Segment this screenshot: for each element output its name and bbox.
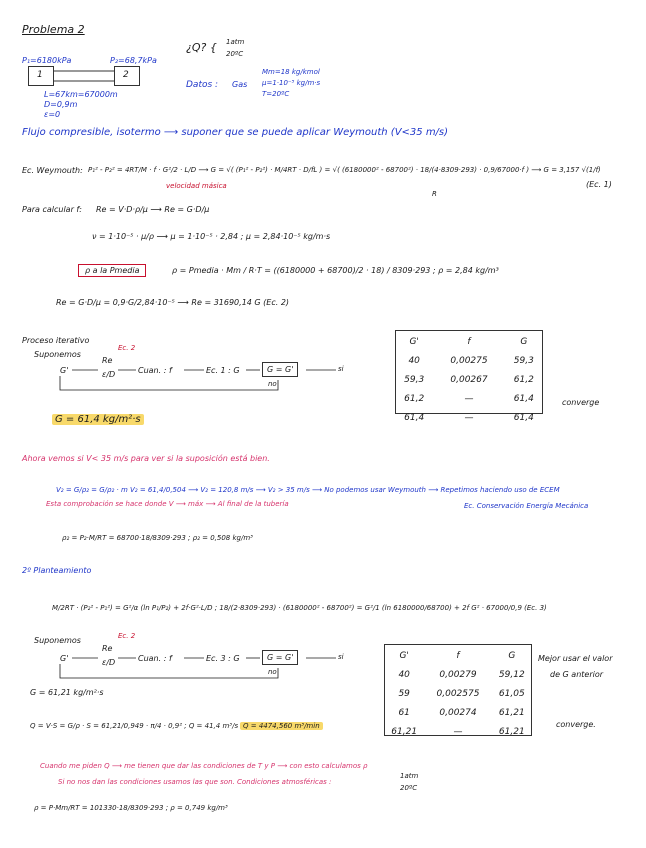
iter1-cuan: Cuan. : f xyxy=(138,366,172,375)
r-constant-note: R xyxy=(432,190,437,198)
cell: 61,21 xyxy=(498,707,525,718)
check-velocity-line: Ahora vemos si V< 35 m/s para ver si la suposición está bien. xyxy=(22,454,270,463)
header-f: f xyxy=(456,650,460,661)
iter1-flow-arrows xyxy=(56,362,346,398)
q-result xyxy=(240,722,323,730)
final-cond-temperature: 20ºC xyxy=(400,784,418,792)
cell: 61,2 xyxy=(404,393,425,404)
p2-label: P₂=68,7kPa xyxy=(110,56,157,65)
temperature: T=20ºC xyxy=(262,90,290,98)
ecem-note: Ec. Conservación Energía Mecánica xyxy=(464,502,589,510)
iter2-table-header xyxy=(384,646,532,665)
cell: 61,4 xyxy=(513,412,534,423)
iter2-cuan: Cuan. : f xyxy=(138,654,172,663)
weymouth-equation: P₁² - P₂² = 4RT/M · f · G²/2 · L/D ⟶ G = √( (P₁² - P₂²) · M/4RT · D/fL ) = √( (6180000² - 68700²) · 18/(4·8309·293) · 0,9/67000·f ) ⟶ G = 3,157 √(1/f) xyxy=(88,166,601,174)
header-g: G xyxy=(520,336,528,347)
cond-pressure: 1atm xyxy=(226,38,245,46)
table-row xyxy=(395,370,543,389)
final-note-1: Cuando me piden Q ⟶ me tienen que dar las condiciones de T y P ⟶ con esto calculamos ρ xyxy=(40,762,368,770)
table-row xyxy=(384,703,532,722)
rho2-equation: ρ₂ = P₂·M/RT = 68700·18/8309·293 ; ρ₂ = 0,508 kg/m³ xyxy=(62,534,253,542)
gas-label: Gas xyxy=(232,80,248,89)
iter2-ec2-note: Ec. 2 xyxy=(118,632,136,640)
table-row xyxy=(384,722,532,741)
datos-label: Datos : xyxy=(186,80,219,90)
iter1-condition-box: G = G' xyxy=(262,362,298,377)
cell: 61,05 xyxy=(498,688,525,699)
iter1-no: no xyxy=(268,380,277,388)
iter2-note-line1: Mejor usar el valor xyxy=(538,654,613,663)
cell: 59 xyxy=(398,688,410,699)
cell: 61,2 xyxy=(513,374,534,385)
calc-f-label: Para calcular f: xyxy=(22,205,82,214)
iter1-suponemos: Suponemos xyxy=(34,350,81,359)
cell: 0,002575 xyxy=(436,688,480,699)
cell: 0,00274 xyxy=(439,707,477,718)
diameter-label: D=0,9m xyxy=(44,100,78,109)
cell: — xyxy=(464,393,474,404)
cell: 59,3 xyxy=(513,355,534,366)
table-row xyxy=(395,351,543,370)
cell: 59,12 xyxy=(498,669,525,680)
iter1-result xyxy=(52,414,144,426)
iter2-g-prime: G' xyxy=(60,654,69,663)
weymouth-label: Ec. Weymouth: xyxy=(22,166,83,175)
iter2-flow-arrows xyxy=(56,650,346,686)
cell: 61 xyxy=(398,707,410,718)
cell: — xyxy=(464,412,474,423)
iter2-re: Re xyxy=(102,644,113,653)
cell: — xyxy=(453,726,463,737)
header-g-prime: G' xyxy=(399,650,409,661)
iter2-no: no xyxy=(268,668,277,676)
final-cond-pressure: 1atm xyxy=(400,772,419,780)
molar-mass: Mm=18 kg/kmol xyxy=(262,68,320,76)
pipe-lines xyxy=(54,66,114,86)
table-row xyxy=(395,389,543,408)
iter1-ec1: Ec. 1 : G xyxy=(206,366,240,375)
iter2-condition-box: G = G' xyxy=(262,650,298,665)
cell: 61,4 xyxy=(513,393,534,404)
header-g-prime: G' xyxy=(409,336,419,347)
q-result-highlight: Q = 4474,560 m³/min xyxy=(240,722,323,730)
p1-label: P₁=6180kPa xyxy=(22,56,72,65)
iter2-suponemos: Suponemos xyxy=(34,636,81,645)
page-title: Problema 2 xyxy=(22,23,85,36)
table-row xyxy=(384,684,532,703)
second-approach-title: 2º Planteamiento xyxy=(22,566,92,575)
cell: 59,3 xyxy=(404,374,425,385)
cell: 61,4 xyxy=(404,412,425,423)
question-label: ¿Q? { xyxy=(186,41,217,54)
viscosity-line: ν = 1·10⁻⁵ · μ/ρ ⟶ μ = 1·10⁻⁵ · 2,84 ; μ = 2,84·10⁻⁵ kg/m·s xyxy=(92,232,331,241)
node-1-label: 1 xyxy=(37,70,43,80)
iter2-ec3: Ec. 3 : G xyxy=(206,654,240,663)
cell: 0,00275 xyxy=(450,355,488,366)
iter1-ed: ε/D xyxy=(102,370,116,379)
mass-velocity-note: velocidad másica xyxy=(166,182,227,190)
header-g: G xyxy=(508,650,516,661)
header-f: f xyxy=(467,336,471,347)
flow-statement: Flujo compresible, isotermo ⟶ suponer que se puede aplicar Weymouth (V<35 m/s) xyxy=(22,127,449,138)
rho-box xyxy=(78,264,146,277)
final-rho-equation: ρ = P·Mm/RT = 101330·18/8309·293 ; ρ = 0,749 kg/m³ xyxy=(34,804,228,812)
iter2-note-line2: de G anterior xyxy=(550,670,604,679)
cell: 61,21 xyxy=(391,726,418,737)
roughness-label: ε=0 xyxy=(44,110,61,119)
cell: 61,21 xyxy=(498,726,525,737)
ec1-label: (Ec. 1) xyxy=(586,180,612,189)
rho-box-text: ρ a la Pmedia xyxy=(85,266,140,275)
q-equation: Q = V·S = G/ρ · S = 61,21/0,949 · π/4 · 0,9² ; Q = 41,4 m³/s xyxy=(30,722,239,730)
cell: 40 xyxy=(408,355,420,366)
cell: 0,00279 xyxy=(439,669,477,680)
table-row xyxy=(395,408,543,427)
iter1-g-prime: G' xyxy=(60,366,69,375)
iterative-process-title: Proceso iterativo xyxy=(22,336,90,345)
iter1-result-highlight: G = 61,4 kg/m²·s xyxy=(52,414,144,425)
iter1-re: Re xyxy=(102,356,113,365)
viscosity: μ=1·10⁻⁵ kg/m·s xyxy=(262,79,321,87)
iter2-table xyxy=(384,646,532,741)
iter2-result: G = 61,21 kg/m²·s xyxy=(30,688,104,697)
check-location-note: Esta comprobación se hace donde V ⟶ máx ⟶ Al final de la tubería xyxy=(46,500,289,508)
rho-equation: ρ = Pmedia · Mm / R·T = ((6180000 + 68700)/2 · 18) / 8309·293 ; ρ = 2,84 kg/m³ xyxy=(172,266,499,275)
table-row xyxy=(384,665,532,684)
node-2-label: 2 xyxy=(123,70,129,80)
iter1-table xyxy=(395,332,543,427)
velocity-check-equation: V₂ = G/ρ₂ = G/ρ₂ · m V₂ = 61,4/0,504 ⟶ V₂ = 120,8 m/s ⟶ V₂ > 35 m/s ⟶ No podemos usar Weymouth ⟶ Repetimos haciendo uso de ECEM xyxy=(56,486,560,494)
cell: 40 xyxy=(398,669,410,680)
iter1-converge: converge xyxy=(562,398,600,407)
iter2-ed: ε/D xyxy=(102,658,116,667)
iter1-yes: si xyxy=(338,365,344,373)
second-approach-equation: M/2RT · (P₂² - P₁²) = G²/α (ln P₁/P₂) + 2f·G²·L/D ; 18/(2·8309·293) · (6180000² - 68700²) = G²/1 (ln 6180000/68700) + 2f G² · 67000/0,9 (Ec. 3) xyxy=(52,604,547,612)
iter1-ec2-note: Ec. 2 xyxy=(118,344,136,352)
length-label: L=67km=67000m xyxy=(44,90,118,99)
reynolds-g-equation: Re = G·D/μ = 0,9·G/2,84·10⁻⁵ ⟶ Re = 31690,14 G (Ec. 2) xyxy=(56,298,290,307)
final-note-2: Si no nos dan las condiciones usamos las que son. Condiciones atmosféricas : xyxy=(58,778,332,786)
cell: 0,00267 xyxy=(450,374,488,385)
cond-temperature: 20ºC xyxy=(226,50,244,58)
reynolds-equation: Re = V·D·ρ/μ ⟶ Re = G·D/μ xyxy=(96,205,210,214)
iter2-yes: si xyxy=(338,653,344,661)
iter2-converge: converge. xyxy=(556,720,596,729)
iter1-table-header xyxy=(395,332,543,351)
